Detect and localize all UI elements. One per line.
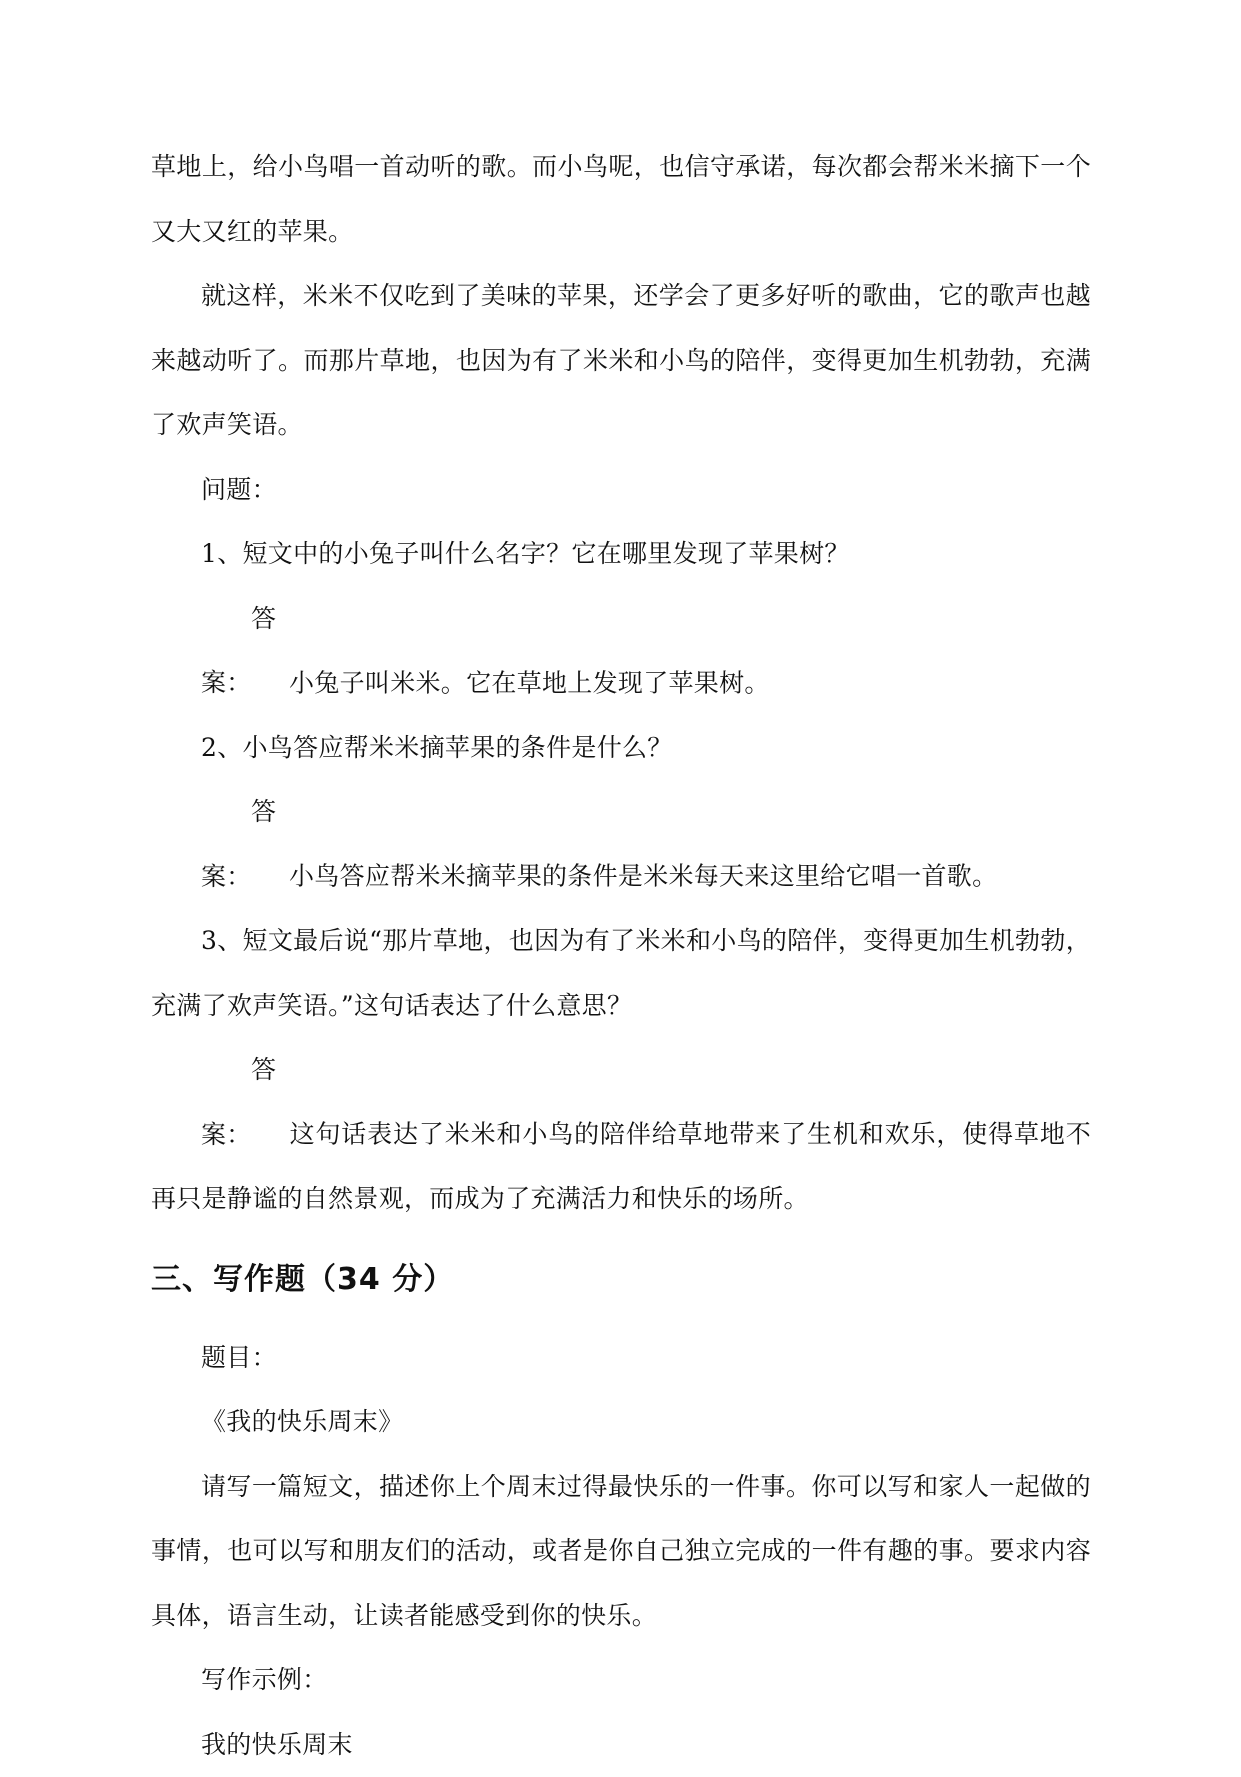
answer-text: 这句话表达了米米和小鸟的陪伴给草地带来了生机和欢乐，使得草地不再只是静谧的自然景观，而成为了充满活力和快乐的场所。 — [151, 1120, 1091, 1214]
answer-2 — [151, 780, 1091, 909]
story-ending: 就这样，米米不仅吃到了美味的苹果，还学会了更多好听的歌曲，它的歌声也越来越动听了。而那片草地，也因为有了米米和小鸟的陪伴，变得更加生机勃勃，充满了欢声笑语。 — [151, 264, 1091, 458]
answer-1 — [151, 587, 1091, 716]
example-title: 我的快乐周末 — [151, 1713, 1091, 1777]
answer-text: 小兔子叫米米。它在草地上发现了苹果树。 — [289, 668, 770, 697]
story-continuation: 草地上，给小鸟唱一首动听的歌。而小鸟呢，也信守承诺，每次都会帮米米摘下一个又大又红的苹果。 — [151, 135, 1091, 264]
question-2: 2、小鸟答应帮米米摘苹果的条件是什么？ — [151, 716, 1091, 781]
page-content — [151, 135, 1091, 1777]
example-label: 写作示例： — [151, 1648, 1091, 1713]
questions-label: 问题： — [151, 458, 1091, 523]
question-3: 3、短文最后说“那片草地，也因为有了米米和小鸟的陪伴，变得更加生机勃勃，充满了欢声笑语。”这句话表达了什么意思？ — [151, 909, 1091, 1038]
answer-text: 小鸟答应帮米米摘苹果的条件是米米每天来这里给它唱一首歌。 — [289, 862, 997, 891]
answer-label: 答案： — [201, 780, 289, 909]
answer-3 — [151, 1038, 1091, 1232]
topic-title: 《我的快乐周末》 — [151, 1390, 1091, 1455]
answer-label: 答案： — [201, 1038, 289, 1167]
writing-instructions: 请写一篇短文，描述你上个周末过得最快乐的一件事。你可以写和家人一起做的事情，也可以写和朋友们的活动，或者是你自己独立完成的一件有趣的事。要求内容具体，语言生动，让读者能感受到你的快乐。 — [151, 1455, 1091, 1649]
answer-label: 答案： — [201, 587, 289, 716]
topic-label: 题目： — [151, 1326, 1091, 1391]
section-heading-writing: 三、写作题（34 分） — [151, 1258, 1091, 1302]
question-1: 1、短文中的小兔子叫什么名字？它在哪里发现了苹果树？ — [151, 522, 1091, 587]
